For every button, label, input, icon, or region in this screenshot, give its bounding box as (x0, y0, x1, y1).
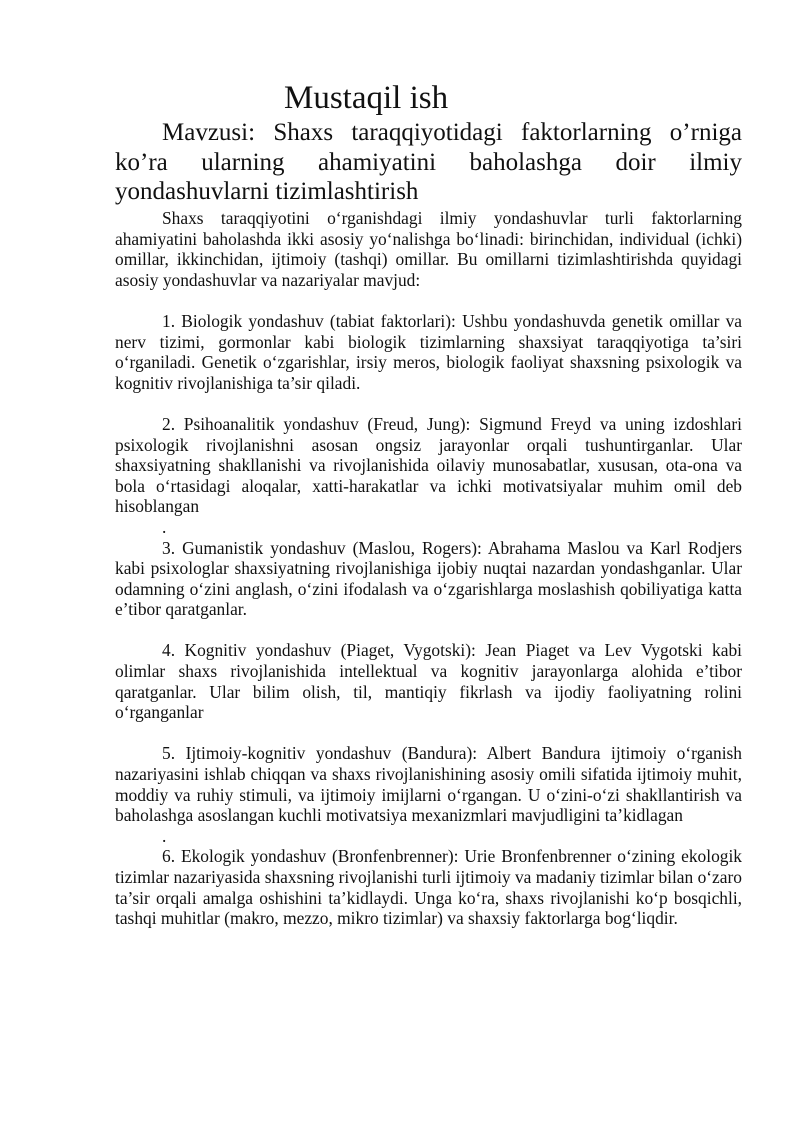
document-topic: Mavzusi: Shaxs taraqqiyotidagi faktorlarning o’rniga ko’ra ularning ahamiyatini baholashga doir ilmiy yondashuvlarni tizimlashtirish (115, 119, 742, 205)
intro-paragraph: Shaxs taraqqiyotini o‘rganishdagi ilmiy yondashuvlar turli faktorlarning ahamiyatini baholashda ikki asosiy yo‘nalishga bo‘linadi: birinchidan, individual (ichki) omillar, ikkinchidan, ijtimoiy (tashqi) omillar. Bu omillarni tizimlashtirishda quyidagi asosiy yondashuvlar va nazariyalar mavjud: (115, 208, 742, 290)
separator-dot: . (162, 516, 167, 537)
section-humanistic: 3. Gumanistik yondashuv (Maslou, Rogers): Abrahama Maslou va Karl Rodjers kabi psixologlar shaxsiyatning rivojlanishiga ijobiy nuqtai nazardan yondashganlar. Ular odamning o‘zini anglash, o‘zini ifodalash va o‘zgarishlarga moslashish qobiliyatiga katta e’tibor qaratganlar. (115, 537, 742, 620)
paragraph-gap (115, 393, 742, 414)
separator-dot: . (162, 825, 167, 846)
paragraph-gap (115, 290, 742, 311)
paragraph-gap (115, 723, 742, 744)
section-social-cognitive: 5. Ijtimoiy-kognitiv yondashuv (Bandura): Albert Bandura ijtimoiy o‘rganish nazariyasini ishlab chiqqan va shaxs rivojlanishining asosiy omili sifatida ijtimoiy muhit, moddiy va ruhiy stimuli, va ijtimoiy imijlarni o‘rgangan. U o‘zini-o‘zi shakllantirish va baholashga asoslangan kuchli motivatsiya mexanizmlari mavjudligini ta’kidlagan (115, 743, 742, 826)
section-ecological: 6. Ekologik yondashuv (Bronfenbrenner): Urie Bronfenbrenner o‘zining ekologik tizimlar nazariyasida shaxsning rivojlanishi turli ijtimoiy va madaniy tizimlar bilan o‘zaro ta’sir orqali amalga oshishini ta’kidlaydi. Unga ko‘ra, shaxs rivojlanishi ko‘p bosqichli, tashqi muhitlar (makro, mezzo, mikro tizimlar) va shaxsiy faktorlarga bog‘liqdir. (115, 846, 742, 929)
document-title: Mustaqil ish (284, 80, 449, 116)
section-psychoanalytic: 2. Psihoanalitik yondashuv (Freud, Jung): Sigmund Freyd va uning izdoshlari psixologik rivojlanishni asosan ongsiz jarayonlar orqali tushuntirganlar. Ular shaxsiyatning shakllanishi va rivojlanishida oilaviy munosabatlar, xususan, ota-ona va bola o‘rtasidagi aloqalar, xatti-harakatlar va ichki motivatsiyalar muhim omil deb hisoblangan (115, 413, 742, 517)
document-body (115, 208, 742, 929)
paragraph-gap (115, 620, 742, 641)
section-cognitive: 4. Kognitiv yondashuv (Piaget, Vygotski): Jean Piaget va Lev Vygotski kabi olimlar shaxs rivojlanishida intellektual va kognitiv jarayonlarga alohida e’tibor qaratganlar. Ular bilim olish, til, mantiqiy fikrlash va ijodiy faoliyatning rolini o‘rganganlar (115, 640, 742, 723)
section-biological: 1. Biologik yondashuv (tabiat faktorlari): Ushbu yondashuvda genetik omillar va nerv tizimi, gormonlar kabi biologik tizimlarning shaxsiyat taraqqiyotiga ta’siri o‘rganiladi. Genetik o‘zgarishlar, irsiy meros, biologik faoliyat shaxsning psixologik va kognitiv rivojlanishiga ta’sir qiladi. (115, 310, 742, 393)
